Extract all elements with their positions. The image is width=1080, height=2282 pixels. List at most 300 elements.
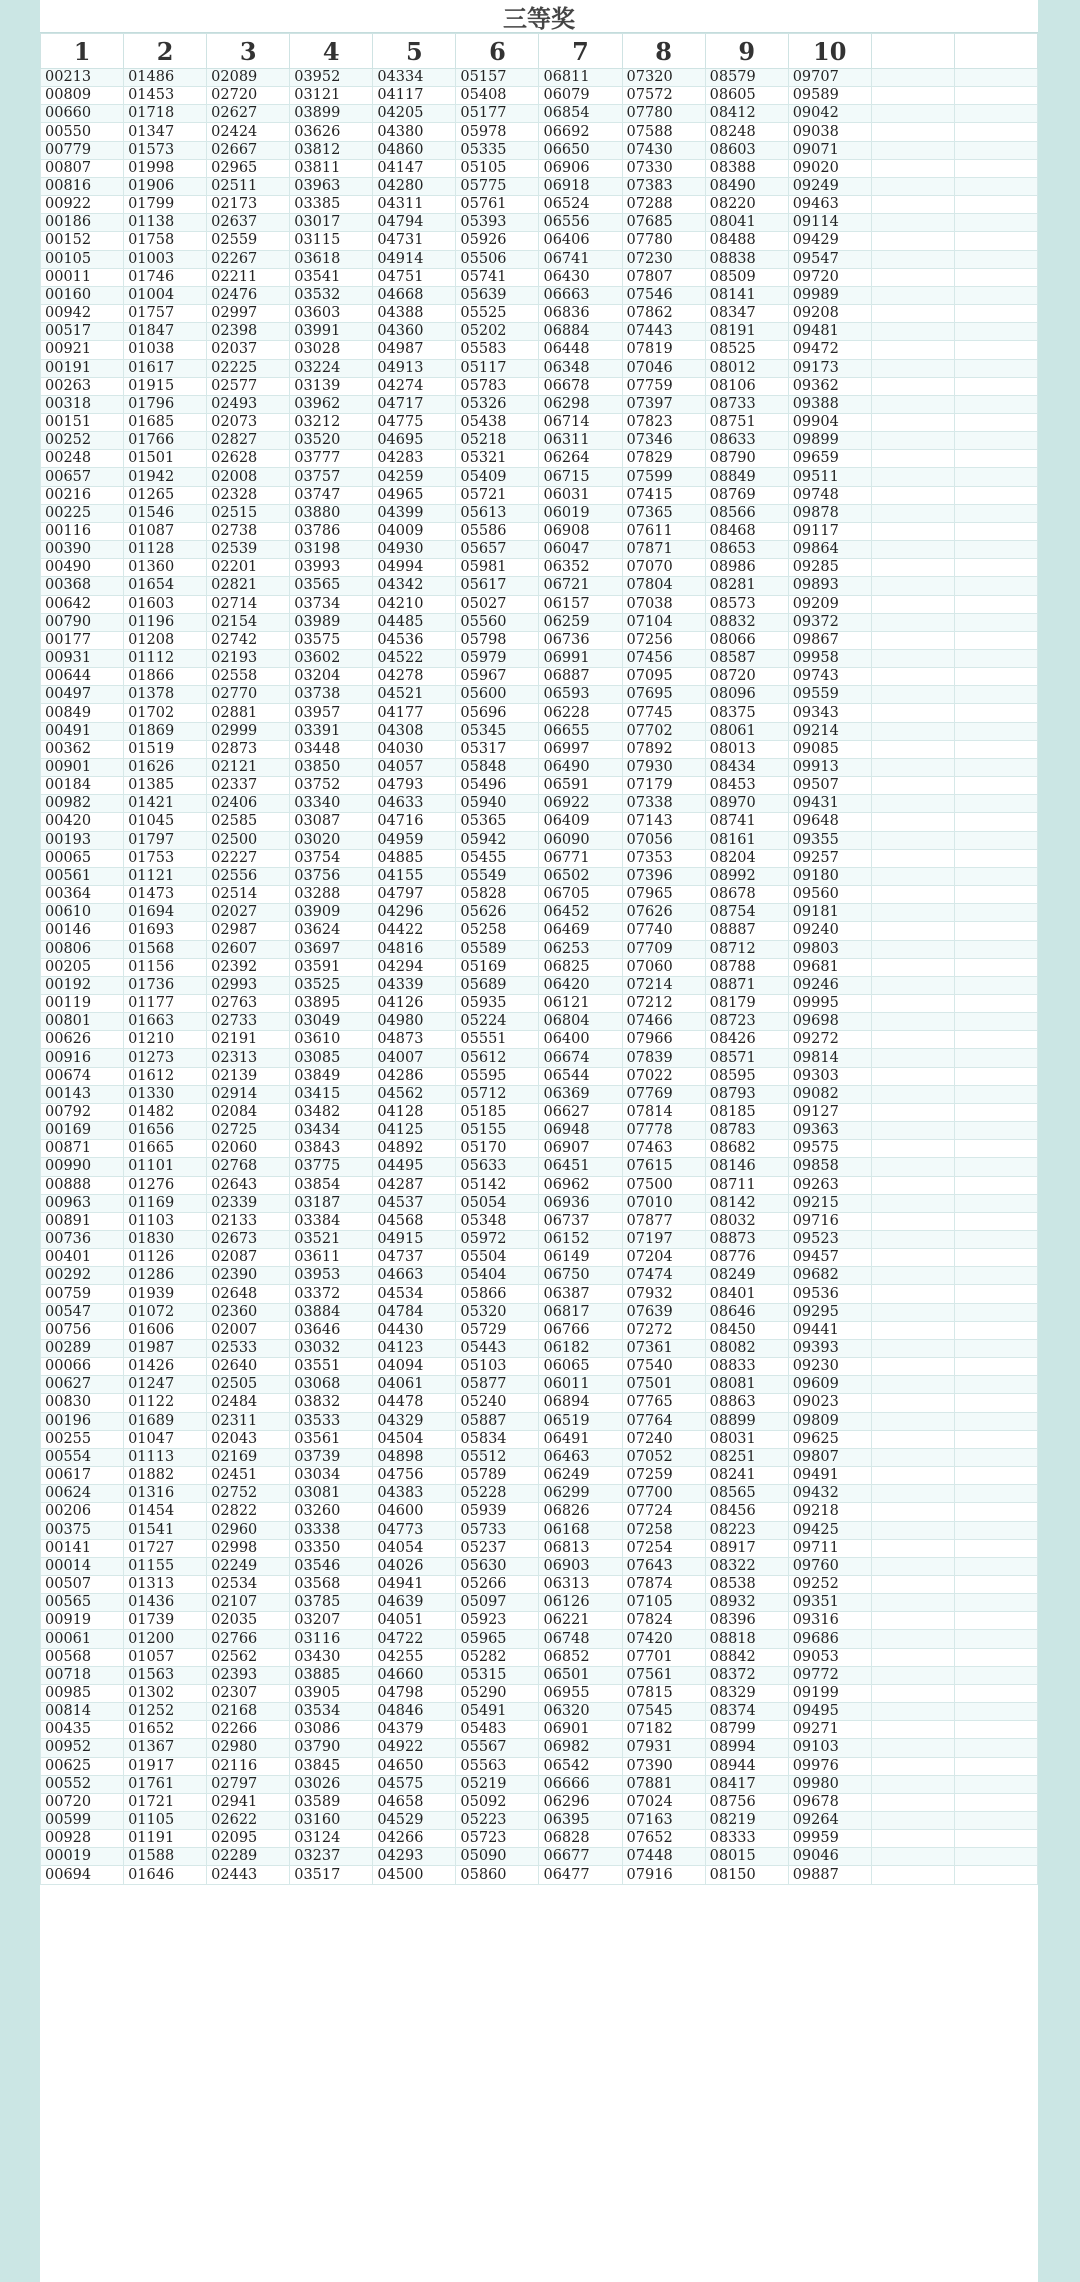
number-cell: 02881 bbox=[207, 704, 290, 722]
number-cell: 01761 bbox=[124, 1775, 207, 1793]
number-cell: 00561 bbox=[41, 867, 124, 885]
number-cell: 05266 bbox=[456, 1575, 539, 1593]
table-row bbox=[41, 522, 1038, 540]
number-cell: 04259 bbox=[373, 468, 456, 486]
number-cell: 08106 bbox=[705, 377, 788, 395]
number-cell: 01617 bbox=[124, 359, 207, 377]
number-cell: 07588 bbox=[622, 123, 705, 141]
number-cell: 07764 bbox=[622, 1412, 705, 1430]
number-cell: 02556 bbox=[207, 867, 290, 885]
number-cell: 06311 bbox=[539, 432, 622, 450]
number-cell: 02154 bbox=[207, 613, 290, 631]
number-cell: 09976 bbox=[788, 1757, 871, 1775]
table-row bbox=[41, 886, 1038, 904]
number-cell: 02511 bbox=[207, 177, 290, 195]
table-row bbox=[41, 722, 1038, 740]
number-cell: 00196 bbox=[41, 1412, 124, 1430]
number-cell: 01436 bbox=[124, 1594, 207, 1612]
number-cell: 01105 bbox=[124, 1812, 207, 1830]
number-cell: 07010 bbox=[622, 1194, 705, 1212]
number-cell: 03520 bbox=[290, 432, 373, 450]
number-cell: 04126 bbox=[373, 994, 456, 1012]
number-cell: 05923 bbox=[456, 1612, 539, 1630]
number-cell: 00599 bbox=[41, 1812, 124, 1830]
number-cell: 07931 bbox=[622, 1739, 705, 1757]
number-cell: 08015 bbox=[705, 1848, 788, 1866]
empty-cell bbox=[871, 1684, 954, 1702]
number-cell: 04987 bbox=[373, 341, 456, 359]
number-cell: 05567 bbox=[456, 1739, 539, 1757]
empty-cell bbox=[871, 1013, 954, 1031]
number-cell: 02505 bbox=[207, 1376, 290, 1394]
number-cell: 08453 bbox=[705, 777, 788, 795]
number-cell: 06519 bbox=[539, 1412, 622, 1430]
empty-cell bbox=[954, 468, 1037, 486]
number-cell: 09271 bbox=[788, 1721, 871, 1739]
table-row bbox=[41, 1775, 1038, 1793]
number-cell: 01421 bbox=[124, 795, 207, 813]
number-cell: 09303 bbox=[788, 1067, 871, 1085]
number-cell: 08838 bbox=[705, 250, 788, 268]
table-row bbox=[41, 196, 1038, 214]
number-cell: 05741 bbox=[456, 268, 539, 286]
empty-cell bbox=[954, 395, 1037, 413]
number-cell: 03895 bbox=[290, 994, 373, 1012]
number-cell: 00816 bbox=[41, 177, 124, 195]
number-cell: 06906 bbox=[539, 159, 622, 177]
number-cell: 08863 bbox=[705, 1394, 788, 1412]
number-cell: 06948 bbox=[539, 1122, 622, 1140]
number-cell: 03448 bbox=[290, 740, 373, 758]
number-cell: 03775 bbox=[290, 1158, 373, 1176]
table-row bbox=[41, 777, 1038, 795]
table-row bbox=[41, 1575, 1038, 1593]
number-cell: 02451 bbox=[207, 1467, 290, 1485]
number-cell: 07466 bbox=[622, 1013, 705, 1031]
number-cell: 03415 bbox=[290, 1085, 373, 1103]
number-cell: 03963 bbox=[290, 177, 373, 195]
number-cell: 02089 bbox=[207, 69, 290, 87]
number-cell: 08538 bbox=[705, 1575, 788, 1593]
number-cell: 02997 bbox=[207, 305, 290, 323]
number-cell: 04308 bbox=[373, 722, 456, 740]
number-cell: 04860 bbox=[373, 141, 456, 159]
number-cell: 04756 bbox=[373, 1467, 456, 1485]
number-cell: 08142 bbox=[705, 1194, 788, 1212]
number-cell: 02514 bbox=[207, 886, 290, 904]
number-cell: 05612 bbox=[456, 1049, 539, 1067]
number-cell: 02043 bbox=[207, 1430, 290, 1448]
number-cell: 08633 bbox=[705, 432, 788, 450]
number-cell: 03340 bbox=[290, 795, 373, 813]
number-cell: 08587 bbox=[705, 650, 788, 668]
number-cell: 00801 bbox=[41, 1013, 124, 1031]
empty-cell bbox=[871, 1176, 954, 1194]
number-cell: 09082 bbox=[788, 1085, 871, 1103]
number-cell: 06825 bbox=[539, 958, 622, 976]
number-cell: 08790 bbox=[705, 450, 788, 468]
number-cell: 05237 bbox=[456, 1539, 539, 1557]
number-cell: 08375 bbox=[705, 704, 788, 722]
number-cell: 04922 bbox=[373, 1739, 456, 1757]
number-cell: 02998 bbox=[207, 1539, 290, 1557]
number-cell: 03139 bbox=[290, 377, 373, 395]
number-cell: 08525 bbox=[705, 341, 788, 359]
number-cell: 01122 bbox=[124, 1394, 207, 1412]
number-cell: 00916 bbox=[41, 1049, 124, 1067]
empty-cell bbox=[871, 395, 954, 413]
number-cell: 00736 bbox=[41, 1231, 124, 1249]
number-cell: 07197 bbox=[622, 1231, 705, 1249]
number-cell: 04128 bbox=[373, 1103, 456, 1121]
number-cell: 02797 bbox=[207, 1775, 290, 1793]
number-cell: 01736 bbox=[124, 976, 207, 994]
table-row bbox=[41, 450, 1038, 468]
number-cell: 08832 bbox=[705, 613, 788, 631]
number-cell: 07430 bbox=[622, 141, 705, 159]
table-row bbox=[41, 831, 1038, 849]
number-cell: 00807 bbox=[41, 159, 124, 177]
number-cell: 07916 bbox=[622, 1866, 705, 1884]
column-header: 2 bbox=[124, 34, 207, 69]
number-cell: 01113 bbox=[124, 1448, 207, 1466]
table-row bbox=[41, 432, 1038, 450]
number-cell: 07396 bbox=[622, 867, 705, 885]
number-cell: 07740 bbox=[622, 922, 705, 940]
number-cell: 09252 bbox=[788, 1575, 871, 1593]
number-cell: 01378 bbox=[124, 686, 207, 704]
number-cell: 01367 bbox=[124, 1739, 207, 1757]
number-cell: 08146 bbox=[705, 1158, 788, 1176]
number-cell: 09257 bbox=[788, 849, 871, 867]
number-cell: 08849 bbox=[705, 468, 788, 486]
number-cell: 01727 bbox=[124, 1539, 207, 1557]
number-cell: 02733 bbox=[207, 1013, 290, 1031]
empty-cell bbox=[871, 196, 954, 214]
number-cell: 08412 bbox=[705, 105, 788, 123]
number-cell: 05169 bbox=[456, 958, 539, 976]
number-cell: 05315 bbox=[456, 1666, 539, 1684]
number-cell: 09173 bbox=[788, 359, 871, 377]
number-cell: 09117 bbox=[788, 522, 871, 540]
number-cell: 08281 bbox=[705, 577, 788, 595]
number-cell: 08723 bbox=[705, 1013, 788, 1031]
empty-cell bbox=[871, 1339, 954, 1357]
number-cell: 04892 bbox=[373, 1140, 456, 1158]
number-cell: 06090 bbox=[539, 831, 622, 849]
number-cell: 01799 bbox=[124, 196, 207, 214]
number-cell: 02622 bbox=[207, 1812, 290, 1830]
number-cell: 02999 bbox=[207, 722, 290, 740]
number-cell: 08595 bbox=[705, 1067, 788, 1085]
number-cell: 06296 bbox=[539, 1793, 622, 1811]
number-cell: 06908 bbox=[539, 522, 622, 540]
number-cell: 00184 bbox=[41, 777, 124, 795]
number-cell: 06420 bbox=[539, 976, 622, 994]
number-cell: 07701 bbox=[622, 1648, 705, 1666]
table-row bbox=[41, 577, 1038, 595]
number-cell: 05586 bbox=[456, 522, 539, 540]
number-cell: 03288 bbox=[290, 886, 373, 904]
empty-cell bbox=[954, 1321, 1037, 1339]
number-cell: 01694 bbox=[124, 904, 207, 922]
number-cell: 06884 bbox=[539, 323, 622, 341]
empty-cell bbox=[954, 1775, 1037, 1793]
empty-cell bbox=[871, 377, 954, 395]
number-cell: 09363 bbox=[788, 1122, 871, 1140]
number-cell: 01689 bbox=[124, 1412, 207, 1430]
number-cell: 08751 bbox=[705, 413, 788, 431]
number-cell: 03611 bbox=[290, 1249, 373, 1267]
number-cell: 06047 bbox=[539, 541, 622, 559]
number-cell: 01038 bbox=[124, 341, 207, 359]
number-cell: 09748 bbox=[788, 486, 871, 504]
number-cell: 05177 bbox=[456, 105, 539, 123]
number-cell: 03811 bbox=[290, 159, 373, 177]
empty-cell bbox=[871, 1539, 954, 1557]
number-cell: 00368 bbox=[41, 577, 124, 595]
number-cell: 08509 bbox=[705, 268, 788, 286]
number-cell: 04388 bbox=[373, 305, 456, 323]
number-cell: 08788 bbox=[705, 958, 788, 976]
empty-cell bbox=[954, 758, 1037, 776]
number-cell: 04915 bbox=[373, 1231, 456, 1249]
number-cell: 07545 bbox=[622, 1703, 705, 1721]
number-cell: 06011 bbox=[539, 1376, 622, 1394]
number-cell: 03734 bbox=[290, 595, 373, 613]
empty-cell bbox=[954, 976, 1037, 994]
number-cell: 01693 bbox=[124, 922, 207, 940]
number-cell: 00550 bbox=[41, 123, 124, 141]
number-cell: 04536 bbox=[373, 631, 456, 649]
empty-cell bbox=[954, 450, 1037, 468]
number-cell: 00627 bbox=[41, 1376, 124, 1394]
number-cell: 02822 bbox=[207, 1503, 290, 1521]
number-cell: 07330 bbox=[622, 159, 705, 177]
number-cell: 08565 bbox=[705, 1485, 788, 1503]
number-cell: 04054 bbox=[373, 1539, 456, 1557]
number-cell: 06907 bbox=[539, 1140, 622, 1158]
number-cell: 01588 bbox=[124, 1848, 207, 1866]
table-row bbox=[41, 1793, 1038, 1811]
number-cell: 09893 bbox=[788, 577, 871, 595]
number-cell: 08450 bbox=[705, 1321, 788, 1339]
table-row bbox=[41, 341, 1038, 359]
number-cell: 02562 bbox=[207, 1648, 290, 1666]
number-cell: 03187 bbox=[290, 1194, 373, 1212]
table-row bbox=[41, 1140, 1038, 1158]
number-cell: 00625 bbox=[41, 1757, 124, 1775]
table-row bbox=[41, 1703, 1038, 1721]
number-cell: 05491 bbox=[456, 1703, 539, 1721]
number-cell: 01103 bbox=[124, 1212, 207, 1230]
table-row bbox=[41, 177, 1038, 195]
number-cell: 01177 bbox=[124, 994, 207, 1012]
number-cell: 05408 bbox=[456, 87, 539, 105]
number-cell: 05092 bbox=[456, 1793, 539, 1811]
number-cell: 00252 bbox=[41, 432, 124, 450]
empty-cell bbox=[954, 777, 1037, 795]
number-cell: 07724 bbox=[622, 1503, 705, 1521]
number-cell: 02360 bbox=[207, 1303, 290, 1321]
number-cell: 05455 bbox=[456, 849, 539, 867]
number-cell: 06650 bbox=[539, 141, 622, 159]
number-cell: 04941 bbox=[373, 1575, 456, 1593]
number-cell: 02035 bbox=[207, 1612, 290, 1630]
number-cell: 01313 bbox=[124, 1575, 207, 1593]
number-cell: 03843 bbox=[290, 1140, 373, 1158]
table-body bbox=[41, 69, 1038, 1885]
table-row bbox=[41, 1612, 1038, 1630]
number-cell: 07546 bbox=[622, 286, 705, 304]
number-cell: 06221 bbox=[539, 1612, 622, 1630]
number-cell: 04717 bbox=[373, 395, 456, 413]
number-cell: 07685 bbox=[622, 214, 705, 232]
empty-cell bbox=[954, 1666, 1037, 1684]
number-cell: 00255 bbox=[41, 1430, 124, 1448]
number-cell: 05560 bbox=[456, 613, 539, 631]
number-cell: 02673 bbox=[207, 1231, 290, 1249]
page-title: 三等奖 bbox=[40, 0, 1038, 33]
number-cell: 03034 bbox=[290, 1467, 373, 1485]
number-cell: 00901 bbox=[41, 758, 124, 776]
number-cell: 08579 bbox=[705, 69, 788, 87]
empty-cell bbox=[871, 1793, 954, 1811]
number-cell: 00191 bbox=[41, 359, 124, 377]
number-cell: 00657 bbox=[41, 468, 124, 486]
number-cell: 04600 bbox=[373, 1503, 456, 1521]
number-cell: 04030 bbox=[373, 740, 456, 758]
number-cell: 07778 bbox=[622, 1122, 705, 1140]
number-cell: 08833 bbox=[705, 1358, 788, 1376]
number-cell: 06469 bbox=[539, 922, 622, 940]
table-row bbox=[41, 1848, 1038, 1866]
number-cell: 06430 bbox=[539, 268, 622, 286]
empty-cell bbox=[871, 141, 954, 159]
number-cell: 05789 bbox=[456, 1467, 539, 1485]
number-cell: 09240 bbox=[788, 922, 871, 940]
number-cell: 05563 bbox=[456, 1757, 539, 1775]
number-cell: 01087 bbox=[124, 522, 207, 540]
number-cell: 05155 bbox=[456, 1122, 539, 1140]
number-cell: 03124 bbox=[290, 1830, 373, 1848]
number-cell: 05860 bbox=[456, 1866, 539, 1884]
number-cell: 05761 bbox=[456, 196, 539, 214]
number-cell: 03991 bbox=[290, 323, 373, 341]
number-cell: 07652 bbox=[622, 1830, 705, 1848]
empty-cell bbox=[871, 1285, 954, 1303]
empty-cell bbox=[871, 1485, 954, 1503]
number-cell: 05834 bbox=[456, 1430, 539, 1448]
number-cell: 01121 bbox=[124, 867, 207, 885]
number-cell: 05218 bbox=[456, 432, 539, 450]
empty-cell bbox=[954, 1793, 1037, 1811]
number-cell: 01276 bbox=[124, 1176, 207, 1194]
number-cell: 03849 bbox=[290, 1067, 373, 1085]
table-row bbox=[41, 1666, 1038, 1684]
number-cell: 05712 bbox=[456, 1085, 539, 1103]
number-cell: 06997 bbox=[539, 740, 622, 758]
number-cell: 09432 bbox=[788, 1485, 871, 1503]
number-cell: 03032 bbox=[290, 1339, 373, 1357]
empty-cell bbox=[871, 432, 954, 450]
number-cell: 02107 bbox=[207, 1594, 290, 1612]
number-cell: 04793 bbox=[373, 777, 456, 795]
number-cell: 03962 bbox=[290, 395, 373, 413]
table-row bbox=[41, 994, 1038, 1012]
number-cell: 01721 bbox=[124, 1793, 207, 1811]
number-cell: 02095 bbox=[207, 1830, 290, 1848]
empty-cell bbox=[871, 1703, 954, 1721]
table-row bbox=[41, 1648, 1038, 1666]
empty-cell bbox=[954, 141, 1037, 159]
number-cell: 00019 bbox=[41, 1848, 124, 1866]
number-cell: 00891 bbox=[41, 1212, 124, 1230]
empty-cell bbox=[954, 1848, 1037, 1866]
number-cell: 07182 bbox=[622, 1721, 705, 1739]
number-cell: 08818 bbox=[705, 1630, 788, 1648]
number-cell: 02339 bbox=[207, 1194, 290, 1212]
number-cell: 06737 bbox=[539, 1212, 622, 1230]
empty-cell bbox=[954, 1267, 1037, 1285]
empty-cell bbox=[871, 486, 954, 504]
number-cell: 09114 bbox=[788, 214, 871, 232]
number-cell: 05438 bbox=[456, 413, 539, 431]
number-cell: 08434 bbox=[705, 758, 788, 776]
number-cell: 04205 bbox=[373, 105, 456, 123]
number-cell: 07709 bbox=[622, 940, 705, 958]
empty-cell bbox=[871, 1158, 954, 1176]
number-cell: 07272 bbox=[622, 1321, 705, 1339]
number-cell: 02515 bbox=[207, 504, 290, 522]
number-cell: 05117 bbox=[456, 359, 539, 377]
number-cell: 01917 bbox=[124, 1757, 207, 1775]
number-cell: 02965 bbox=[207, 159, 290, 177]
empty-cell bbox=[954, 286, 1037, 304]
number-cell: 05617 bbox=[456, 577, 539, 595]
number-cell: 05496 bbox=[456, 777, 539, 795]
table-row bbox=[41, 940, 1038, 958]
number-cell: 01454 bbox=[124, 1503, 207, 1521]
number-cell: 01273 bbox=[124, 1049, 207, 1067]
number-cell: 06228 bbox=[539, 704, 622, 722]
number-cell: 08769 bbox=[705, 486, 788, 504]
number-cell: 05798 bbox=[456, 631, 539, 649]
number-cell: 04399 bbox=[373, 504, 456, 522]
number-cell: 06544 bbox=[539, 1067, 622, 1085]
table-row bbox=[41, 559, 1038, 577]
empty-cell bbox=[871, 1067, 954, 1085]
number-cell: 05935 bbox=[456, 994, 539, 1012]
number-cell: 09230 bbox=[788, 1358, 871, 1376]
number-cell: 05633 bbox=[456, 1158, 539, 1176]
number-cell: 05393 bbox=[456, 214, 539, 232]
number-cell: 04495 bbox=[373, 1158, 456, 1176]
number-cell: 09264 bbox=[788, 1812, 871, 1830]
number-cell: 08741 bbox=[705, 813, 788, 831]
number-cell: 00193 bbox=[41, 831, 124, 849]
number-cell: 08223 bbox=[705, 1521, 788, 1539]
number-cell: 08061 bbox=[705, 722, 788, 740]
number-cell: 08372 bbox=[705, 1666, 788, 1684]
number-cell: 05723 bbox=[456, 1830, 539, 1848]
table-row bbox=[41, 904, 1038, 922]
number-cell: 03017 bbox=[290, 214, 373, 232]
number-cell: 05942 bbox=[456, 831, 539, 849]
number-cell: 05657 bbox=[456, 541, 539, 559]
number-cell: 06854 bbox=[539, 105, 622, 123]
number-cell: 04342 bbox=[373, 577, 456, 595]
